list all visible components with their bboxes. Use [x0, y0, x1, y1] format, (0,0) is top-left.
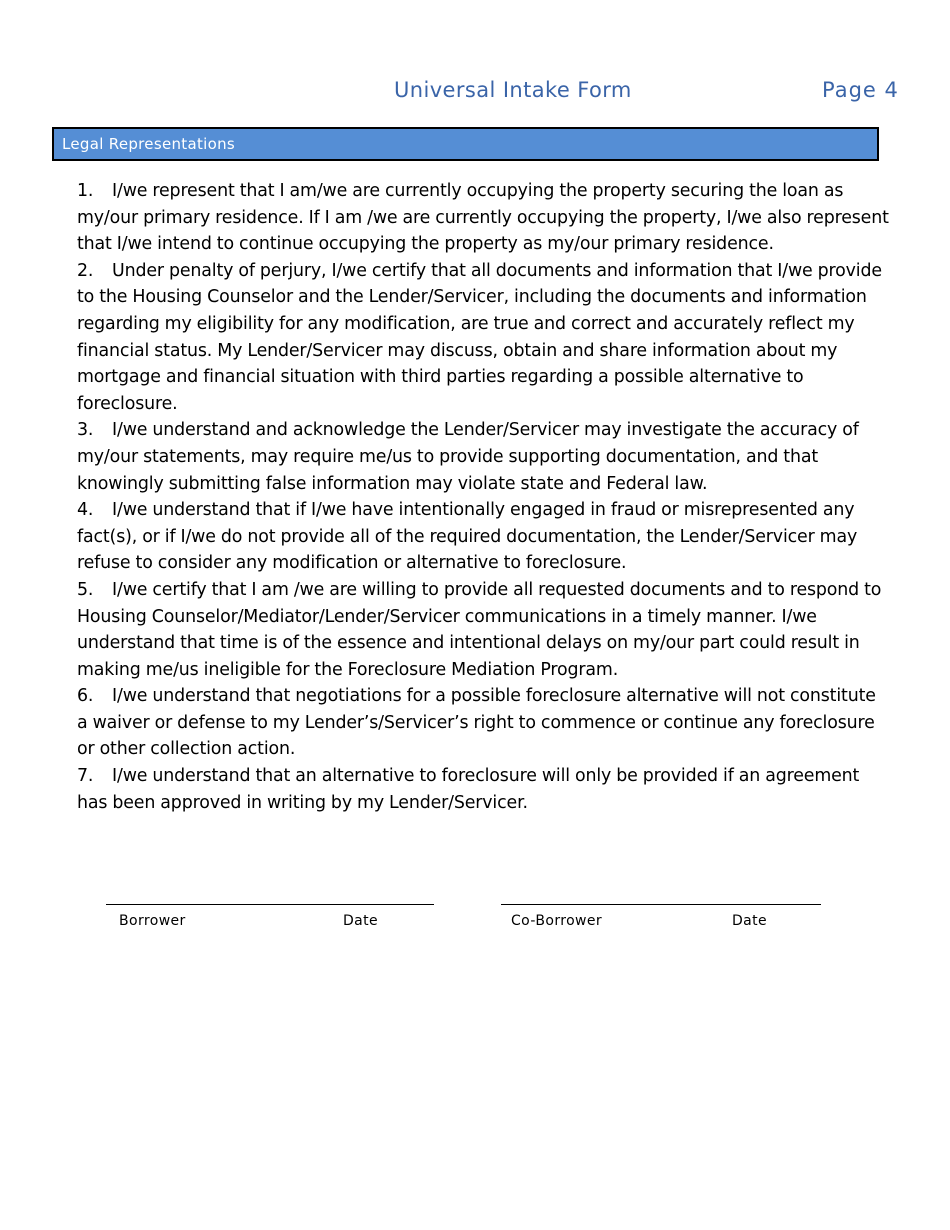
item-text: I/we represent that I am/we are currently occupying the property securing the loan as my/our primary residence. If I am /we are currently occupying the property, I/we also represent that I/we intend to continue occupying the property as my/our primary residence.	[77, 181, 889, 255]
item-text: I/we understand that negotiations for a possible foreclosure alternative will not constitute a waiver or defense to my Lender’s/Servicer’s right to commence or continue any foreclosure or other collection action.	[77, 686, 876, 760]
representation-item-6	[77, 683, 889, 763]
legal-representations-list	[77, 178, 889, 816]
item-number: 3.	[77, 420, 94, 441]
item-number: 7.	[77, 766, 94, 787]
item-number: 1.	[77, 181, 94, 201]
item-number: 5.	[77, 579, 94, 600]
section-title: Legal Representations	[62, 135, 236, 153]
coborrower-date-label: Date	[732, 913, 768, 929]
representation-item-4	[77, 497, 889, 577]
item-number: 2.	[77, 260, 94, 281]
coborrower-label: Co-Borrower	[511, 913, 603, 929]
representation-item-5	[77, 577, 889, 683]
representation-item-3	[77, 417, 889, 497]
item-number: 6.	[77, 686, 94, 707]
page-number: Page 4	[822, 78, 899, 102]
item-text: I/we understand and acknowledge the Lender/Servicer may investigate the accuracy of my/our statements, may require me/us to provide supporting documentation, and that knowingly submitting false information may violate state and Federal law.	[77, 420, 859, 494]
item-text: I/we understand that an alternative to foreclosure will only be provided if an agreement has been approved in writing by my Lender/Servicer.	[77, 766, 860, 813]
item-text: I/we understand that if I/we have intentionally engaged in fraud or misrepresented any fact(s), or if I/we do not provide all of the required documentation, the Lender/Servicer may refuse to consider any modification or alternative to foreclosure.	[77, 500, 858, 574]
representation-item-7	[77, 763, 889, 816]
representation-item-1	[77, 178, 889, 258]
borrower-date-label: Date	[343, 913, 379, 929]
representation-item-2	[77, 258, 889, 418]
borrower-signature-line[interactable]	[106, 904, 434, 905]
coborrower-signature-line[interactable]	[501, 904, 821, 905]
item-text: Under penalty of perjury, I/we certify that all documents and information that I/we provide to the Housing Counselor and the Lender/Servicer, including the documents and information regarding my eligibility for any modification, are true and correct and accurately reflect my financial status. My Lender/Servicer may discuss, obtain and share information about my mortgage and financial situation with third parties regarding a possible alternative to foreclosure.	[77, 260, 882, 414]
form-title: Universal Intake Form	[394, 78, 632, 102]
section-header-bar	[52, 127, 879, 161]
borrower-label: Borrower	[119, 913, 186, 929]
item-text: I/we certify that I am /we are willing to provide all requested documents and to respond to Housing Counselor/Mediator/Lender/Servicer communications in a timely manner. I/we understand that time is of the essence and intentional delays on my/our part could result in making me/us ineligible for the Foreclosure Mediation Program.	[77, 579, 882, 680]
item-number: 4.	[77, 500, 94, 521]
